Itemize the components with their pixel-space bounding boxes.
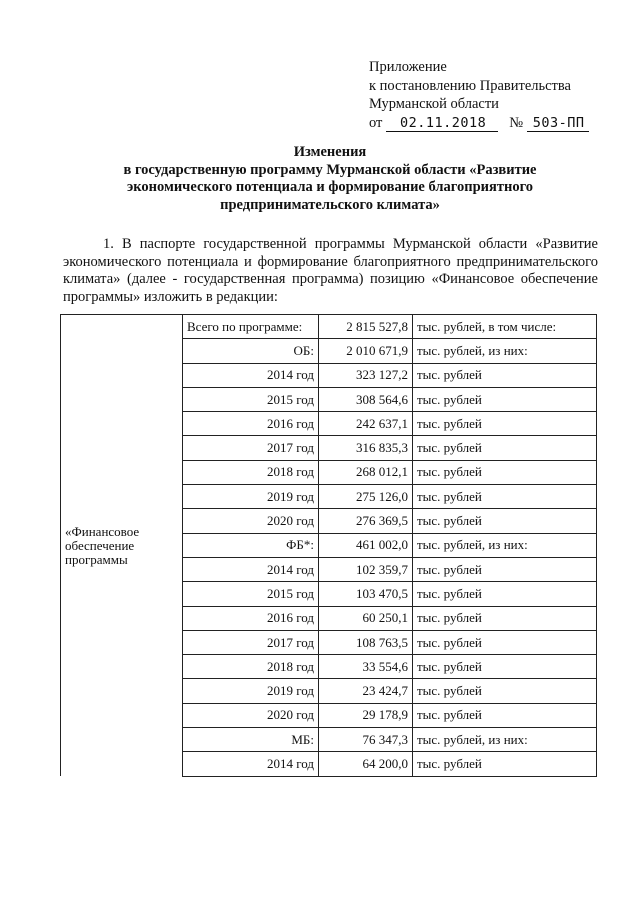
row-value: 108 763,5 — [319, 630, 413, 654]
row-unit: тыс. рублей — [413, 655, 597, 679]
row-value: 60 250,1 — [319, 606, 413, 630]
row-label: 2019 год — [183, 679, 319, 703]
row-unit: тыс. рублей — [413, 460, 597, 484]
paragraph-text: 1. В паспорте государственной программы Мурманской области «Развитие экономического потенциала и формирование благоприятного предпринимательского климата» (далее - государственная программа) позицию «Финансовое обеспечение программы» изложить в редакции: — [63, 236, 598, 305]
document-title — [60, 144, 600, 214]
row-unit: тыс. рублей, из них: — [413, 728, 597, 752]
row-unit: тыс. рублей — [413, 485, 597, 509]
row-unit: тыс. рублей — [413, 703, 597, 727]
financing-table — [60, 314, 597, 777]
from-label: от — [369, 114, 383, 131]
appendix-line-2: к постановлению Правительства — [369, 77, 571, 94]
row-unit: тыс. рублей — [413, 630, 597, 654]
appendix-date-line — [369, 114, 589, 133]
title-line-2: в государственную программу Мурманской области «Развитие — [123, 161, 537, 178]
decree-number: 503-ПП — [527, 115, 589, 132]
row-label: 2018 год — [183, 655, 319, 679]
row-unit: тыс. рублей — [413, 412, 597, 436]
row-label: 2014 год — [183, 752, 319, 776]
row-value: 242 637,1 — [319, 412, 413, 436]
row-unit: тыс. рублей, из них: — [413, 533, 597, 557]
title-line-3: экономического потенциала и формирование благоприятного — [126, 179, 534, 195]
financing-side-label: «Финансовое обеспечение программы — [61, 315, 183, 777]
row-label: 2014 год — [183, 557, 319, 581]
row-label: 2020 год — [183, 509, 319, 533]
title-line-1: Изменения — [293, 144, 367, 160]
row-value: 103 470,5 — [319, 582, 413, 606]
number-label: № — [509, 114, 524, 131]
row-unit: тыс. рублей — [413, 557, 597, 581]
row-label: 2017 год — [183, 630, 319, 654]
row-value: 29 178,9 — [319, 703, 413, 727]
row-unit: тыс. рублей — [413, 679, 597, 703]
row-label: 2020 год — [183, 703, 319, 727]
decree-date: 02.11.2018 — [386, 115, 498, 132]
row-value: 2 815 527,8 — [319, 315, 413, 339]
row-label: 2018 год — [183, 460, 319, 484]
row-unit: тыс. рублей, в том числе: — [413, 315, 597, 339]
row-value: 323 127,2 — [319, 363, 413, 387]
row-value: 33 554,6 — [319, 655, 413, 679]
row-label: 2015 год — [183, 387, 319, 411]
row-label: 2017 год — [183, 436, 319, 460]
body-paragraph — [63, 236, 598, 306]
appendix-line-3: Мурманской области — [369, 96, 499, 112]
row-unit: тыс. рублей — [413, 752, 597, 776]
row-unit: тыс. рублей — [413, 509, 597, 533]
title-line-4: предпринимательского климата» — [220, 196, 440, 213]
row-label: 2019 год — [183, 485, 319, 509]
appendix-block — [369, 58, 589, 132]
row-unit: тыс. рублей, из них: — [413, 339, 597, 363]
row-unit: тыс. рублей — [413, 387, 597, 411]
row-value: 316 835,3 — [319, 436, 413, 460]
row-label: 2016 год — [183, 606, 319, 630]
row-label: 2016 год — [183, 412, 319, 436]
row-label: МБ: — [183, 728, 319, 752]
row-label: 2014 год — [183, 363, 319, 387]
row-label: 2015 год — [183, 582, 319, 606]
row-label: ОБ: — [183, 339, 319, 363]
row-value: 268 012,1 — [319, 460, 413, 484]
row-value: 64 200,0 — [319, 752, 413, 776]
row-value: 76 347,3 — [319, 728, 413, 752]
row-label: ФБ*: — [183, 533, 319, 557]
row-value: 461 002,0 — [319, 533, 413, 557]
row-value: 2 010 671,9 — [319, 339, 413, 363]
table-row — [61, 315, 597, 339]
row-unit: тыс. рублей — [413, 436, 597, 460]
row-value: 102 359,7 — [319, 557, 413, 581]
row-value: 276 369,5 — [319, 509, 413, 533]
row-value: 308 564,6 — [319, 387, 413, 411]
row-unit: тыс. рублей — [413, 606, 597, 630]
row-value: 275 126,0 — [319, 485, 413, 509]
row-value: 23 424,7 — [319, 679, 413, 703]
row-unit: тыс. рублей — [413, 582, 597, 606]
appendix-line-1: Приложение — [369, 59, 447, 75]
row-unit: тыс. рублей — [413, 363, 597, 387]
row-label: Всего по программе: — [183, 315, 319, 339]
